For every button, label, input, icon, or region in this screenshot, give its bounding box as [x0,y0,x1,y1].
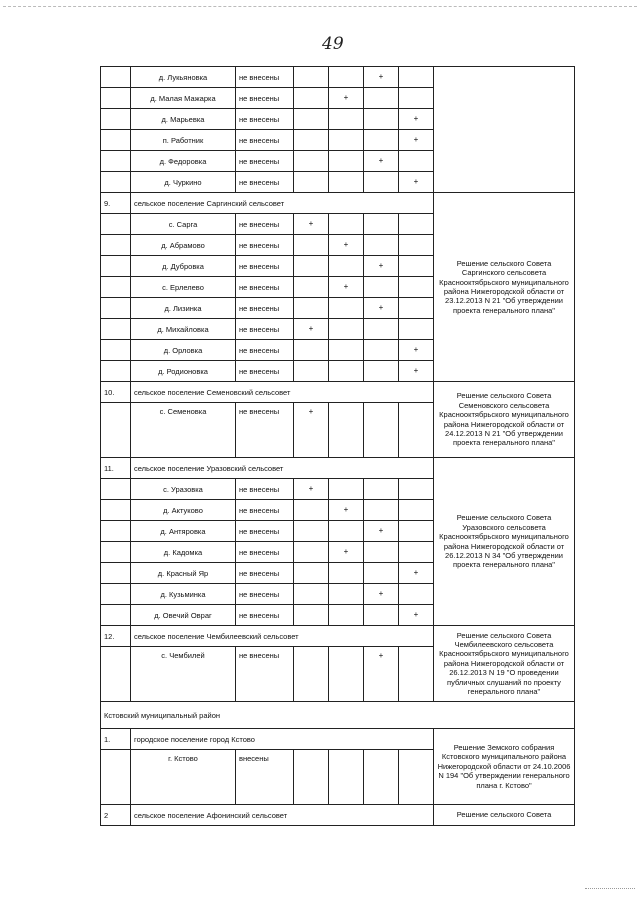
plus-mark: + [294,479,329,500]
row-number-cell [101,647,131,702]
row-number-cell [101,500,131,521]
mark-cell-4 [399,235,434,256]
plus-mark: + [364,151,399,172]
settlement-name: г. Кстово [131,750,236,805]
mark-cell-4 [399,88,434,109]
mark-cell-1 [294,500,329,521]
plus-mark: + [364,647,399,702]
row-number-cell [101,67,131,88]
status-cell: не внесены [236,67,294,88]
plus-mark: + [329,542,364,563]
settlement-group-row [101,729,575,750]
settlement-name: д. Малая Мажарка [131,88,236,109]
settlement-name: д. Антяровка [131,521,236,542]
plus-mark: + [364,298,399,319]
group-number: 1. [101,729,131,750]
mark-cell-2 [329,151,364,172]
approval-document: Решение сельского Совета Саргинского сельсовета Краснооктябрьского муниципального района Нижегородской области от 23.12.2013 N 21 "Об утверждении проекта генерального плана" [434,193,575,382]
settlement-name: д. Лукьяновка [131,67,236,88]
settlement-name: д. Чуркино [131,172,236,193]
plus-mark: + [364,584,399,605]
mark-cell-2 [329,750,364,805]
approval-document-continued [434,67,575,193]
plus-mark: + [399,130,434,151]
mark-cell-1 [294,109,329,130]
status-cell: не внесены [236,340,294,361]
group-name: сельское поселение Афонинский сельсовет [131,805,434,826]
plus-mark: + [294,319,329,340]
page-number: 49 [322,34,344,54]
mark-cell-4 [399,479,434,500]
settlement-name: д. Федоровка [131,151,236,172]
group-name: сельское поселение Семеновский сельсовет [131,382,434,403]
row-number-cell [101,361,131,382]
plus-mark: + [329,277,364,298]
mark-cell-3 [364,130,399,151]
group-number: 11. [101,458,131,479]
mark-cell-2 [329,298,364,319]
settlement-group-row [101,805,575,826]
mark-cell-4 [399,214,434,235]
settlement-group-row [101,382,575,403]
status-cell: не внесены [236,500,294,521]
status-cell: не внесены [236,172,294,193]
status-cell: не внесены [236,151,294,172]
plus-mark: + [364,256,399,277]
mark-cell-1 [294,563,329,584]
settlement-name: с. Уразовка [131,479,236,500]
settlement-name: д. Кадомка [131,542,236,563]
mark-cell-1 [294,256,329,277]
row-number-cell [101,521,131,542]
mark-cell-2 [329,647,364,702]
plus-mark: + [329,500,364,521]
mark-cell-3 [364,319,399,340]
mark-cell-2 [329,319,364,340]
district-name: Кстовский муниципальный район [101,702,575,729]
mark-cell-3 [364,563,399,584]
settlement-name: д. Родионовка [131,361,236,382]
row-number-cell [101,563,131,584]
status-cell: не внесены [236,256,294,277]
mark-cell-1 [294,67,329,88]
mark-cell-3 [364,172,399,193]
settlement-name: д. Михайловка [131,319,236,340]
status-cell: не внесены [236,109,294,130]
registry-body [101,67,575,826]
mark-cell-1 [294,130,329,151]
row-number-cell [101,298,131,319]
mark-cell-3 [364,340,399,361]
approval-document: Решение сельского Совета Чембилеевского сельсовета Краснооктябрьского муниципального района Нижегородской области от 26.12.2013 N 19 "О проведении публичных слушаний по проекту генерального плана" [434,626,575,702]
settlement-name: д. Актуково [131,500,236,521]
plus-mark: + [294,214,329,235]
mark-cell-4 [399,319,434,340]
row-number-cell [101,584,131,605]
status-cell: не внесены [236,605,294,626]
mark-cell-3 [364,277,399,298]
approval-document: Решение сельского Совета Уразовского сельсовета Краснооктябрьского муниципального района Нижегородской области от 26.12.2013 N 34 "Об утверждении проекта генерального плана" [434,458,575,626]
mark-cell-1 [294,542,329,563]
row-number-cell [101,479,131,500]
mark-cell-1 [294,172,329,193]
mark-cell-2 [329,361,364,382]
group-name: городское поселение город Кстово [131,729,434,750]
row-number-cell [101,214,131,235]
group-number: 9. [101,193,131,214]
plus-mark: + [294,403,329,458]
group-name: сельское поселение Уразовский сельсовет [131,458,434,479]
plus-mark: + [399,340,434,361]
plus-mark: + [399,109,434,130]
mark-cell-4 [399,521,434,542]
mark-cell-4 [399,500,434,521]
row-number-cell [101,256,131,277]
mark-cell-2 [329,214,364,235]
status-cell: не внесены [236,130,294,151]
row-number-cell [101,109,131,130]
mark-cell-2 [329,521,364,542]
row-number-cell [101,319,131,340]
plus-mark: + [399,563,434,584]
plus-mark: + [329,235,364,256]
row-number-cell [101,542,131,563]
approval-document: Решение Земского собрания Кстовского муниципального района Нижегородской области от 24.10.2006 N 194 "Об утверждении генерального плана г. Кстово" [434,729,575,805]
plus-mark: + [399,605,434,626]
approval-document: Решение сельского Совета Семеновского сельсовета Краснооктябрьского муниципального района Нижегородской области от 24.12.2013 N 21 "Об утверждении проекта генерального плана" [434,382,575,458]
settlement-name: д. Овечий Овраг [131,605,236,626]
group-name: сельское поселение Чембилеевский сельсовет [131,626,434,647]
row-number-cell [101,151,131,172]
mark-cell-1 [294,235,329,256]
mark-cell-1 [294,361,329,382]
row-number-cell [101,605,131,626]
mark-cell-1 [294,88,329,109]
settlement-name: п. Работник [131,130,236,151]
mark-cell-3 [364,605,399,626]
mark-cell-3 [364,88,399,109]
settlement-name: д. Красный Яр [131,563,236,584]
mark-cell-4 [399,750,434,805]
settlement-name: д. Абрамово [131,235,236,256]
mark-cell-2 [329,130,364,151]
plus-mark: + [364,521,399,542]
status-cell: не внесены [236,88,294,109]
mark-cell-1 [294,151,329,172]
settlement-name: д. Дубровка [131,256,236,277]
settlement-name: д. Марьевка [131,109,236,130]
settlement-name: д. Кузьминка [131,584,236,605]
mark-cell-2 [329,67,364,88]
mark-cell-2 [329,479,364,500]
mark-cell-1 [294,647,329,702]
mark-cell-2 [329,584,364,605]
row-number-cell [101,172,131,193]
group-number: 2 [101,805,131,826]
status-cell: не внесены [236,521,294,542]
status-cell: не внесены [236,647,294,702]
row-number-cell [101,130,131,151]
mark-cell-4 [399,151,434,172]
mark-cell-1 [294,750,329,805]
plus-mark: + [364,67,399,88]
mark-cell-3 [364,235,399,256]
status-cell: не внесены [236,542,294,563]
mark-cell-2 [329,256,364,277]
mark-cell-2 [329,403,364,458]
mark-cell-1 [294,584,329,605]
mark-cell-3 [364,403,399,458]
mark-cell-4 [399,298,434,319]
mark-cell-3 [364,109,399,130]
settlement-name: с. Ерлелево [131,277,236,298]
row-number-cell [101,235,131,256]
settlement-name: с. Сарга [131,214,236,235]
approval-document: Решение сельского Совета [434,805,575,826]
mark-cell-4 [399,647,434,702]
settlement-group-row [101,193,575,214]
group-number: 10. [101,382,131,403]
status-cell: не внесены [236,361,294,382]
row-number-cell [101,88,131,109]
status-cell: внесены [236,750,294,805]
mark-cell-1 [294,340,329,361]
row-number-cell [101,340,131,361]
status-cell: не внесены [236,214,294,235]
status-cell: не внесены [236,584,294,605]
settlement-row [101,67,575,88]
mark-cell-2 [329,172,364,193]
status-cell: не внесены [236,479,294,500]
mark-cell-4 [399,403,434,458]
settlement-group-row [101,458,575,479]
scan-edge-dots [585,888,635,889]
plus-mark: + [399,361,434,382]
status-cell: не внесены [236,319,294,340]
row-number-cell [101,750,131,805]
mark-cell-4 [399,277,434,298]
settlement-name: д. Орловка [131,340,236,361]
settlement-group-row [101,626,575,647]
group-number: 12. [101,626,131,647]
settlement-name: с. Чембилей [131,647,236,702]
status-cell: не внесены [236,563,294,584]
mark-cell-3 [364,361,399,382]
settlement-name: с. Семеновка [131,403,236,458]
mark-cell-4 [399,584,434,605]
settlement-name: д. Лизинка [131,298,236,319]
mark-cell-1 [294,277,329,298]
mark-cell-3 [364,500,399,521]
mark-cell-3 [364,214,399,235]
settlement-registry-table [100,66,575,826]
mark-cell-3 [364,750,399,805]
mark-cell-2 [329,340,364,361]
mark-cell-2 [329,109,364,130]
row-number-cell [101,403,131,458]
mark-cell-1 [294,298,329,319]
mark-cell-1 [294,605,329,626]
mark-cell-4 [399,256,434,277]
mark-cell-4 [399,542,434,563]
plus-mark: + [329,88,364,109]
row-number-cell [101,277,131,298]
status-cell: не внесены [236,403,294,458]
mark-cell-1 [294,521,329,542]
mark-cell-3 [364,542,399,563]
mark-cell-4 [399,67,434,88]
status-cell: не внесены [236,235,294,256]
mark-cell-2 [329,605,364,626]
mark-cell-3 [364,479,399,500]
status-cell: не внесены [236,298,294,319]
plus-mark: + [399,172,434,193]
scan-edge-line [3,6,637,7]
district-header-row [101,702,575,729]
group-name: сельское поселение Саргинский сельсовет [131,193,434,214]
mark-cell-2 [329,563,364,584]
status-cell: не внесены [236,277,294,298]
